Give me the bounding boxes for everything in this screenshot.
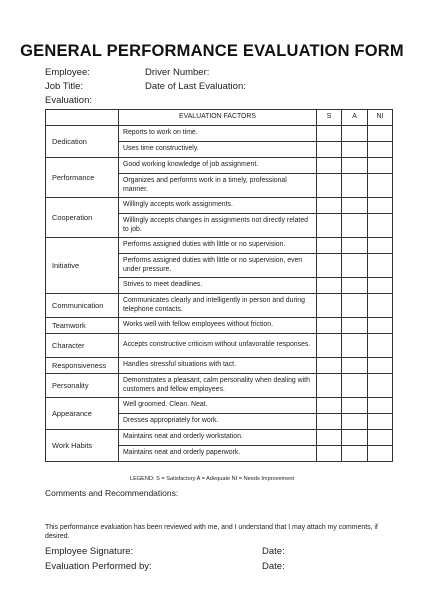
- rating-cell-a[interactable]: [342, 174, 368, 198]
- table-row: [46, 318, 393, 334]
- evaluation-label: Evaluation:: [45, 95, 93, 106]
- employee-signature-label: Employee Signature:: [45, 546, 134, 557]
- evaluator-date-label: Date:: [262, 561, 285, 572]
- factor-description: Communicates clearly and intelligently in person and during telephone contacts.: [119, 294, 317, 318]
- factor-description: Well groomed. Clean. Neat.: [119, 398, 317, 414]
- rating-cell-a[interactable]: [342, 214, 368, 238]
- rating-cell-s[interactable]: [317, 158, 342, 174]
- factor-label: Cooperation: [46, 198, 119, 238]
- rating-cell-a[interactable]: [342, 374, 368, 398]
- table-row: [46, 238, 393, 254]
- factor-description: Handles stressful situations with tact.: [119, 358, 317, 374]
- factor-description: Dresses appropriately for work.: [119, 414, 317, 430]
- evaluation-table-body: [46, 126, 393, 462]
- factor-label: Initiative: [46, 238, 119, 294]
- rating-cell-ni[interactable]: [368, 374, 393, 398]
- header-blank: [46, 110, 119, 126]
- rating-cell-ni[interactable]: [368, 126, 393, 142]
- factor-description: Good working knowledge of job assignment.: [119, 158, 317, 174]
- rating-cell-s[interactable]: [317, 278, 342, 294]
- rating-cell-a[interactable]: [342, 198, 368, 214]
- factor-description: Willingly accepts work assignments.: [119, 198, 317, 214]
- factor-description: Maintains neat and orderly workstation.: [119, 430, 317, 446]
- legend: LEGEND: S = Satisfactory A = Adequate NI = Needs Improvement: [129, 476, 294, 482]
- rating-cell-a[interactable]: [342, 334, 368, 358]
- rating-cell-ni[interactable]: [368, 238, 393, 254]
- rating-cell-a[interactable]: [342, 142, 368, 158]
- rating-cell-a[interactable]: [342, 158, 368, 174]
- rating-cell-ni[interactable]: [368, 318, 393, 334]
- table-row: [46, 158, 393, 174]
- rating-cell-ni[interactable]: [368, 294, 393, 318]
- rating-cell-a[interactable]: [342, 254, 368, 278]
- factor-description: Willingly accepts changes in assignments not directly related to job.: [119, 214, 317, 238]
- table-row: [46, 126, 393, 142]
- driver-number-label: Driver Number:: [145, 67, 210, 78]
- job-title-label: Job Title:: [45, 81, 84, 92]
- rating-cell-s[interactable]: [317, 214, 342, 238]
- rating-cell-ni[interactable]: [368, 398, 393, 414]
- rating-cell-ni[interactable]: [368, 158, 393, 174]
- evaluator-label: Evaluation Performed by:: [45, 561, 152, 572]
- rating-cell-s[interactable]: [317, 126, 342, 142]
- header-ni: NI: [368, 110, 393, 126]
- factor-label: Character: [46, 334, 119, 358]
- table-row: [46, 374, 393, 398]
- rating-cell-ni[interactable]: [368, 214, 393, 238]
- header-s: S: [317, 110, 342, 126]
- rating-cell-a[interactable]: [342, 238, 368, 254]
- rating-cell-s[interactable]: [317, 414, 342, 430]
- factor-label: Dedication: [46, 126, 119, 158]
- rating-cell-ni[interactable]: [368, 254, 393, 278]
- header-a: A: [342, 110, 368, 126]
- rating-cell-ni[interactable]: [368, 358, 393, 374]
- factor-label: Responsiveness: [46, 358, 119, 374]
- table-row: [46, 198, 393, 214]
- factor-description: Performs assigned duties with little or no supervision.: [119, 238, 317, 254]
- rating-cell-a[interactable]: [342, 278, 368, 294]
- rating-cell-s[interactable]: [317, 318, 342, 334]
- factor-label: Personality: [46, 374, 119, 398]
- rating-cell-ni[interactable]: [368, 414, 393, 430]
- rating-cell-a[interactable]: [342, 430, 368, 446]
- header-evaluation-factors: EVALUATION FACTORS: [119, 110, 317, 126]
- factor-description: Demonstrates a pleasant, calm personality when dealing with customers and fellow employees.: [119, 374, 317, 398]
- factor-description: Works well with fellow employees without friction.: [119, 318, 317, 334]
- factor-description: Organizes and performs work in a timely, professional manner.: [119, 174, 317, 198]
- last-evaluation-label: Date of Last Evaluation:: [145, 81, 246, 92]
- comments-label: Comments and Recommendations:: [45, 488, 179, 498]
- rating-cell-s[interactable]: [317, 142, 342, 158]
- rating-cell-s[interactable]: [317, 254, 342, 278]
- rating-cell-a[interactable]: [342, 318, 368, 334]
- rating-cell-s[interactable]: [317, 374, 342, 398]
- rating-cell-a[interactable]: [342, 294, 368, 318]
- table-row: [46, 358, 393, 374]
- factor-description: Strives to meet deadlines.: [119, 278, 317, 294]
- rating-cell-s[interactable]: [317, 294, 342, 318]
- factor-label: Performance: [46, 158, 119, 198]
- rating-cell-ni[interactable]: [368, 142, 393, 158]
- table-row: [46, 334, 393, 358]
- rating-cell-a[interactable]: [342, 358, 368, 374]
- rating-cell-a[interactable]: [342, 446, 368, 462]
- rating-cell-s[interactable]: [317, 446, 342, 462]
- rating-cell-a[interactable]: [342, 398, 368, 414]
- rating-cell-s[interactable]: [317, 334, 342, 358]
- evaluation-table: [45, 109, 393, 462]
- rating-cell-ni[interactable]: [368, 334, 393, 358]
- rating-cell-s[interactable]: [317, 174, 342, 198]
- acknowledgement-text: This performance evaluation has been reviewed with me, and I understand that I may attach my comments, if desired.: [45, 524, 378, 541]
- rating-cell-a[interactable]: [342, 414, 368, 430]
- rating-cell-s[interactable]: [317, 358, 342, 374]
- table-row: [46, 398, 393, 414]
- factor-description: Reports to work on time.: [119, 126, 317, 142]
- rating-cell-s[interactable]: [317, 398, 342, 414]
- factor-label: Teamwork: [46, 318, 119, 334]
- factor-description: Performs assigned duties with little or no supervision, even under pressure.: [119, 254, 317, 278]
- factor-label: Work Habits: [46, 430, 119, 462]
- table-header-row: [46, 110, 393, 126]
- rating-cell-ni[interactable]: [368, 430, 393, 446]
- table-row: [46, 294, 393, 318]
- rating-cell-s[interactable]: [317, 198, 342, 214]
- factor-description: Maintains neat and orderly paperwork.: [119, 446, 317, 462]
- rating-cell-ni[interactable]: [368, 174, 393, 198]
- factor-label: Communication: [46, 294, 119, 318]
- rating-cell-a[interactable]: [342, 126, 368, 142]
- table-row: [46, 430, 393, 446]
- rating-cell-s[interactable]: [317, 238, 342, 254]
- employee-label: Employee:: [45, 67, 90, 78]
- factor-label: Appearance: [46, 398, 119, 430]
- employee-date-label: Date:: [262, 546, 285, 557]
- rating-cell-ni[interactable]: [368, 278, 393, 294]
- rating-cell-s[interactable]: [317, 430, 342, 446]
- factor-description: Uses time constructively.: [119, 142, 317, 158]
- rating-cell-ni[interactable]: [368, 198, 393, 214]
- form-title: GENERAL PERFORMANCE EVALUATION FORM: [20, 42, 404, 60]
- factor-description: Accepts constructive criticism without unfavorable responses.: [119, 334, 317, 358]
- rating-cell-ni[interactable]: [368, 446, 393, 462]
